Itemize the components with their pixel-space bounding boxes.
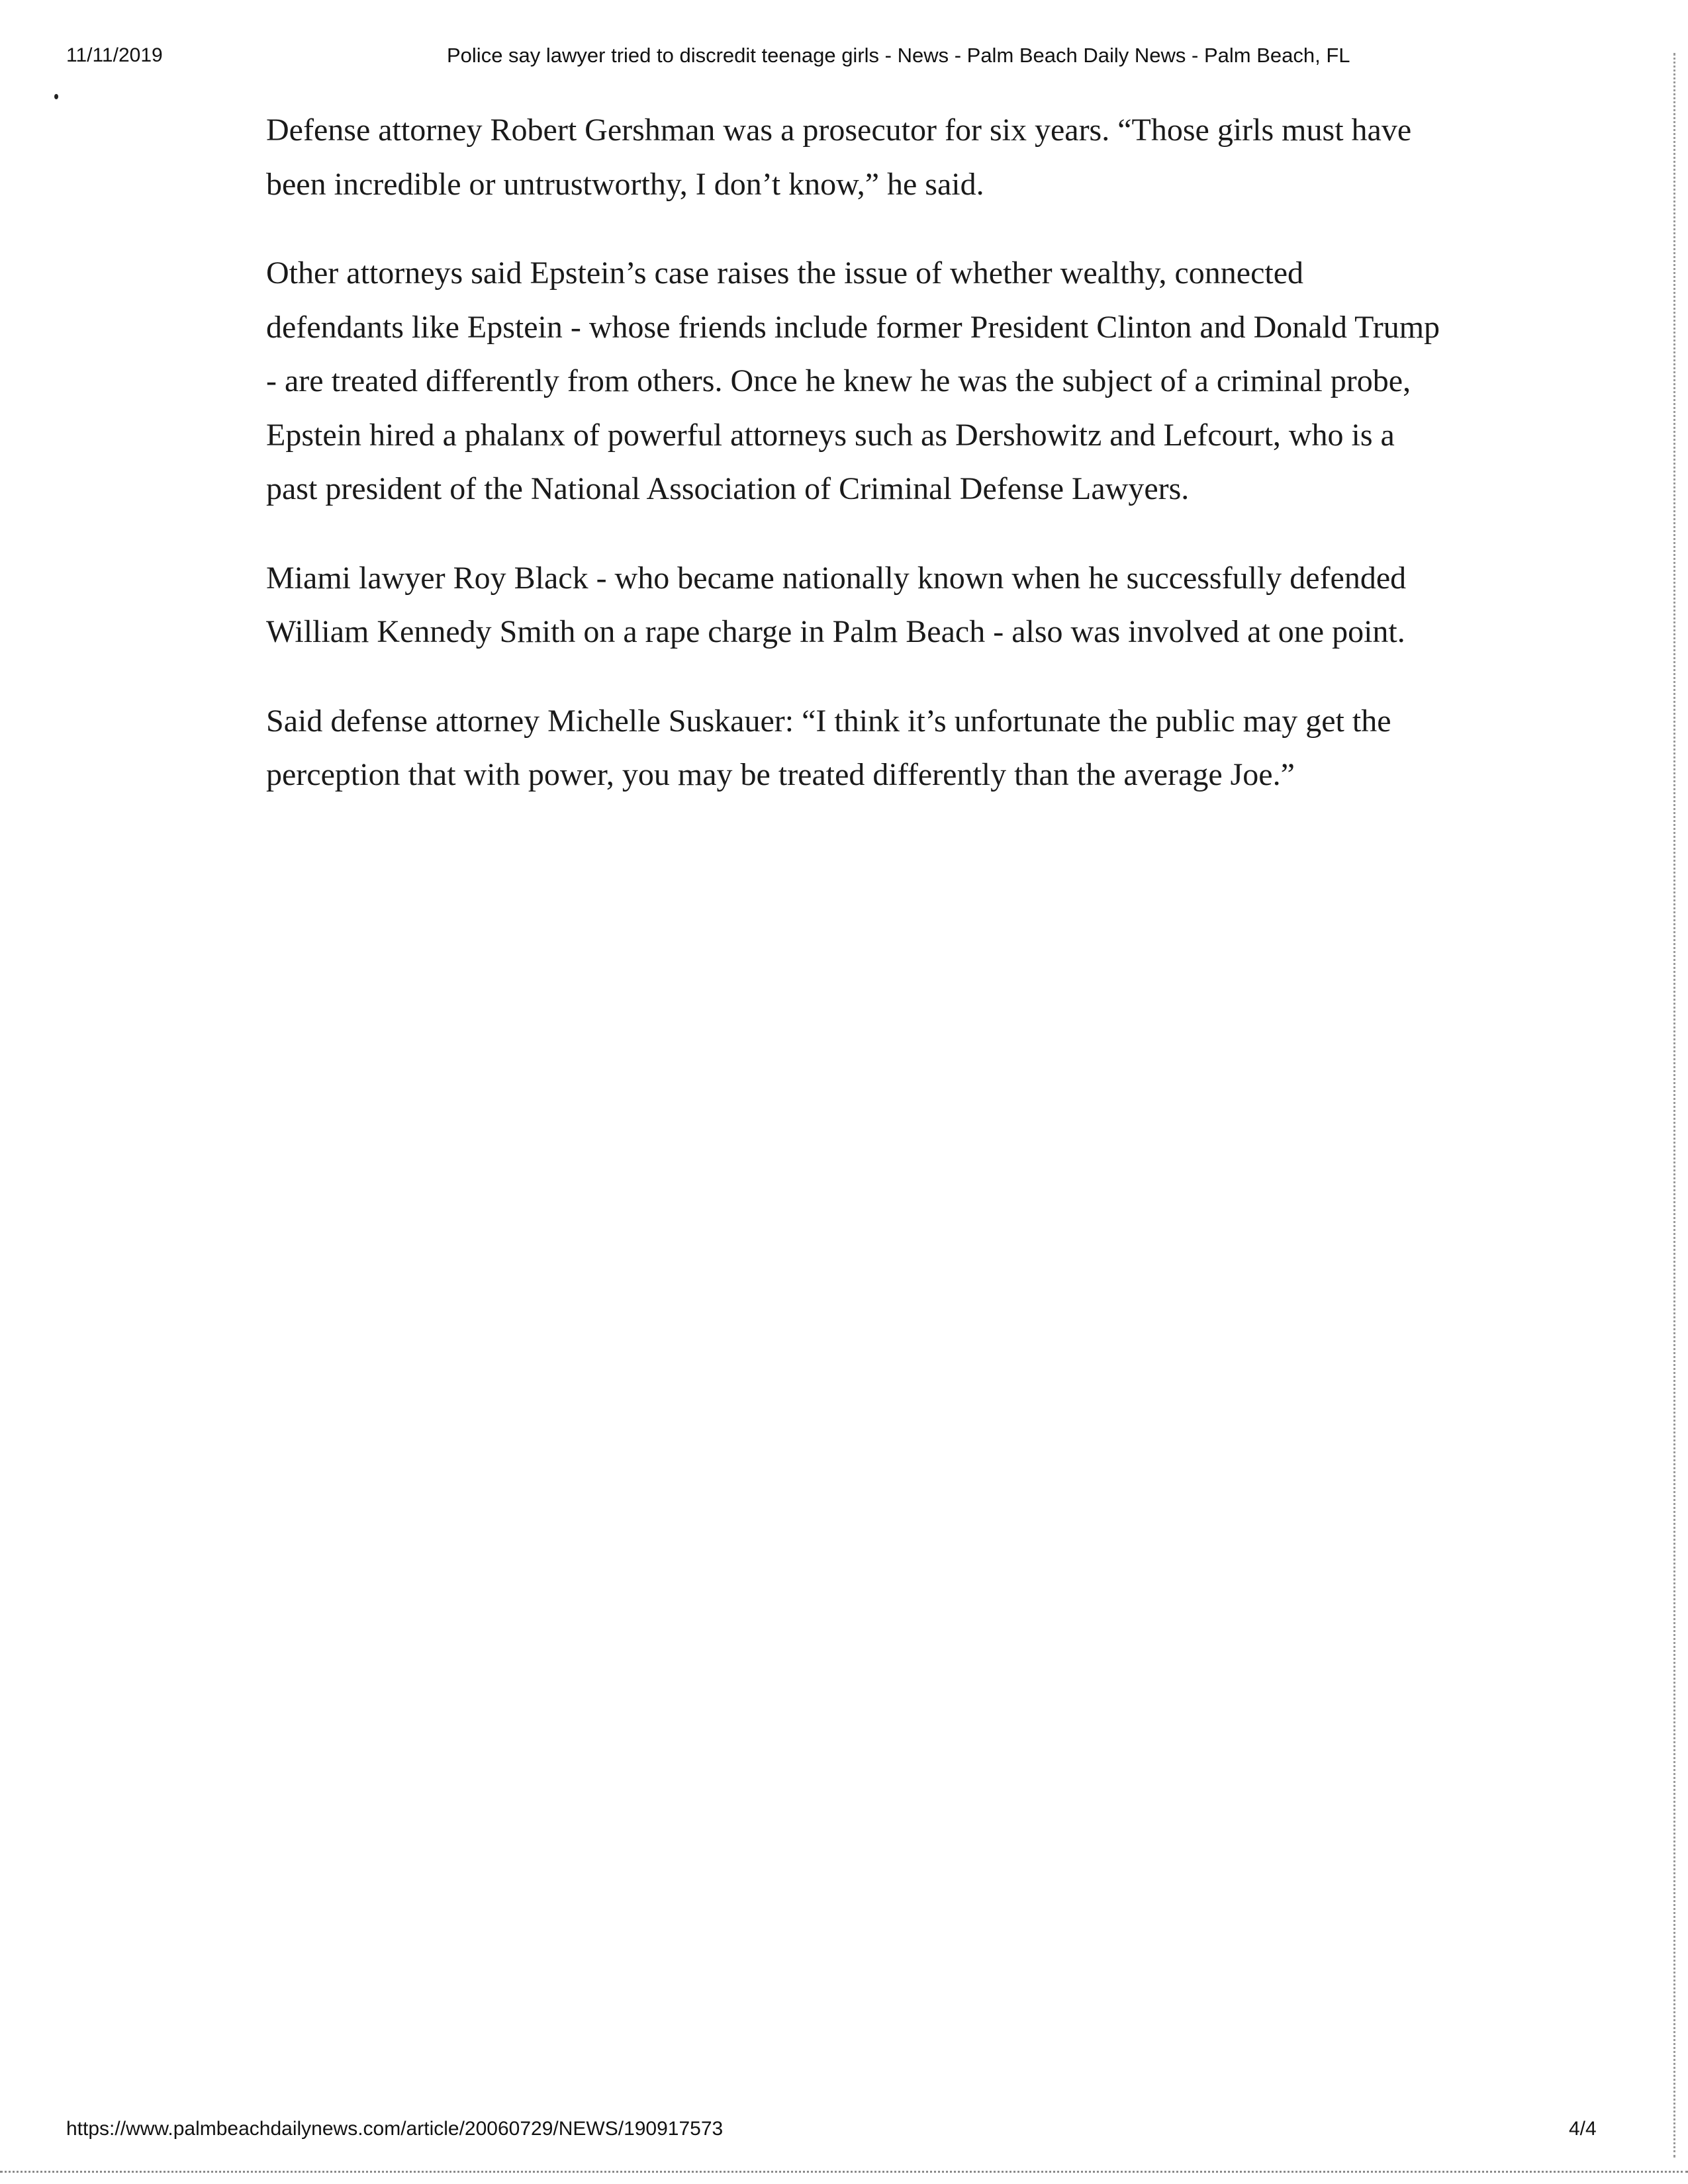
article-paragraph: Miami lawyer Roy Black - who became nationally known when he successfully defended William Kennedy Smith on a rape charge in Palm Beach - also was involved at one point.: [266, 560, 1407, 649]
page-title: Police say lawyer tried to discredit teenage girls - News - Palm Beach Daily News - Palm Beach, FL: [447, 44, 1350, 67]
scan-speck: [54, 94, 58, 99]
article-paragraph: Other attorneys said Epstein’s case raises the issue of whether wealthy, connected defendants like Epstein - whose friends include former President Clinton and Donald Trump - are treated differently from others. Once he knew he was the subject of a criminal probe, Epstein hired a phalanx of powerful attorneys such as Dershowitz and Lefcourt, who is a past president of the National Association of Criminal Defense Lawyers.: [266, 255, 1440, 506]
scan-edge-right: [1673, 53, 1675, 2158]
article-body: [266, 103, 1444, 837]
article-paragraph: Said defense attorney Michelle Suskauer: “I think it’s unfortunate the public may get the perception that with power, you may be treated differently than the average Joe.”: [266, 703, 1391, 792]
scan-edge-bottom: [0, 2171, 1688, 2173]
article-paragraph: Defense attorney Robert Gershman was a prosecutor for six years. “Those girls must have been incredible or untrustworthy, I don’t know,” he said.: [266, 113, 1412, 202]
source-url: https://www.palmbeachdailynews.com/article/20060729/NEWS/190917573: [66, 2118, 724, 2140]
page-number: 4/4: [1569, 2118, 1597, 2140]
print-date: 11/11/2019: [66, 44, 163, 66]
